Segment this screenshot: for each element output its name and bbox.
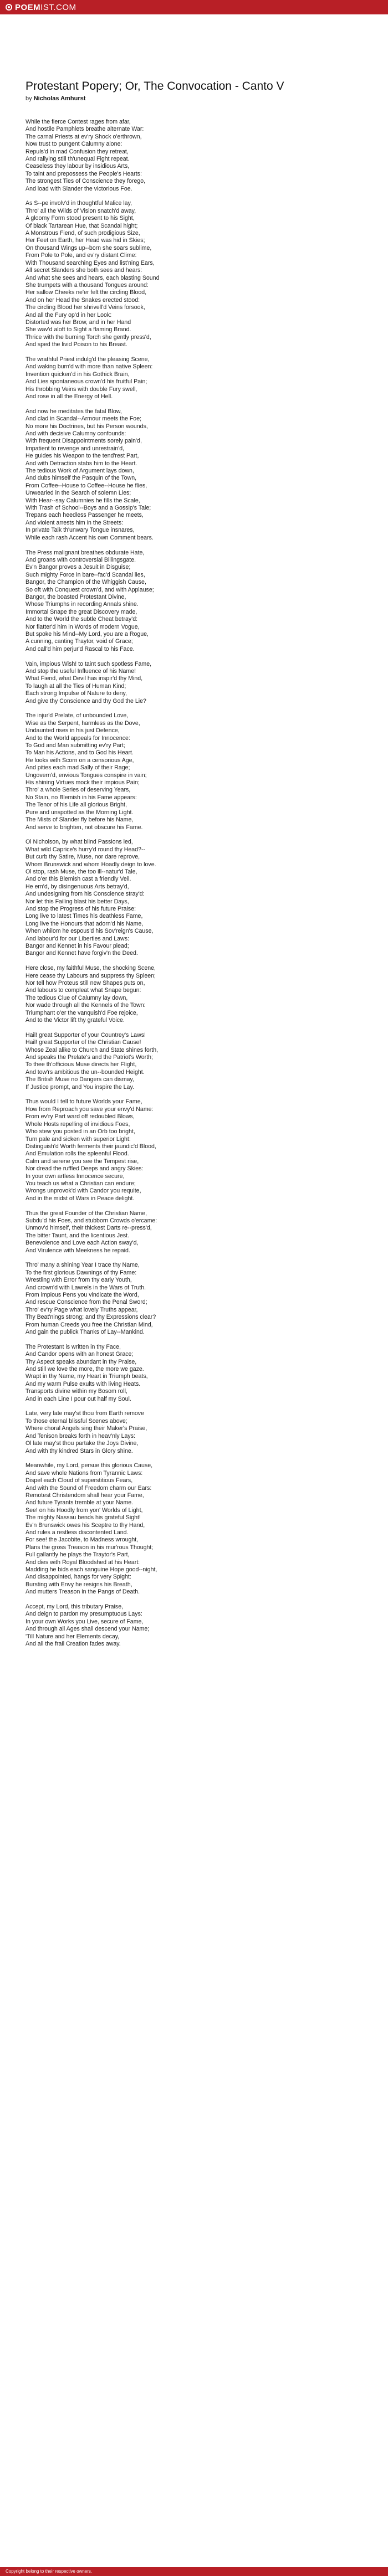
poem-line: A cunning, canting Traytor, void of Grace; [25, 638, 133, 645]
poem-line: Thro' a whole Series of deserving Years, [25, 786, 131, 794]
stanza [25, 356, 363, 400]
poem-line: And stop the Progress of his future Praise: [25, 905, 136, 912]
poem-line: In your own artless Innocence secure, [25, 1173, 125, 1180]
poem-line: Unwearied in the Search of solemn Lies; [25, 490, 131, 497]
poem-line: And serve to brighten, not obscure his Fame. [25, 824, 143, 831]
poem-line: Who stew you posted in an Orb too bright, [25, 1128, 135, 1135]
poem-line: No more his Doctrines, but his Person wounds, [25, 423, 148, 430]
poem-line: His shining Virtues mock their impious Pain; [25, 779, 140, 786]
poem-line: The bitter Taunt, and the licentious Jest. [25, 1232, 130, 1239]
author-name[interactable]: Nicholas Amhurst [33, 95, 86, 102]
poem-line: And dies with Royal Bloodshed at his Heart: [25, 1559, 140, 1566]
poem-line: And still we love the more, the more we gaze. [25, 1366, 144, 1373]
poem-line: The Mists of Slander fly before his Name, [25, 816, 134, 824]
poem-line: And rules a restless discontented Land. [25, 1529, 129, 1536]
poem-line: And all the Fury op'd in her Look: [25, 311, 112, 318]
poem-line: Here close, my faithful Muse, the shocking Scene, [25, 965, 156, 972]
poem-line: Vain, impious Wish! to taint such spotless Fame, [25, 660, 152, 667]
poem-line: Long live the Honours that adorn'd his Name, [25, 920, 144, 927]
poem-line: With frequent Disappointments sorely pain'd, [25, 438, 142, 445]
poem-line: To those eternal blissful Scenes above; [25, 1417, 127, 1425]
poem-line: Full gallantly he plays the Traytor's Part, [25, 1551, 130, 1559]
poem-line: And crown'd with Lawrels in the Wars of Truth. [25, 1284, 146, 1291]
poem-line: Wrongs unprovok'd with Candor you requite, [25, 1187, 141, 1195]
stanza [25, 1262, 363, 1336]
stanza [25, 661, 363, 705]
poem-line: Immortal Snape the great Discovery made, [25, 608, 137, 615]
poem-line: The wrathful Priest indulg'd the pleasing Scene, [25, 356, 150, 363]
poem-line: Accept, my Lord, this tributary Praise, [25, 1603, 124, 1610]
poem-line: He looks with Scorn on a censorious Age, [25, 757, 134, 764]
poem-line: But curb thy Satire, Muse, nor dare reprove, [25, 853, 140, 861]
poem-line: The tedious Work of Argument lays down, [25, 467, 134, 475]
poem-line: And all the frail Creation fades away. [25, 1641, 121, 1648]
poem-line: What Fiend, what Devil has inspir'd thy Mind, [25, 675, 143, 682]
poem-line: From impious Pens you vindicate the Word, [25, 1292, 139, 1298]
poem-line: Nor wade through all the Kennels of the Town: [25, 1002, 146, 1009]
poem-line: And undesigning from his Conscience stray'd: [25, 891, 145, 898]
poem-line: Here cease thy Labours and suppress thy Spleen; [25, 972, 156, 979]
poem-line: And call'd him perjur'd Rascal to his Face. [25, 645, 135, 652]
poem-line: Bangor, the boasted Protestant Divine, [25, 593, 126, 600]
poem-line: The circling Blood her shrivell'd Veins forsook, [25, 304, 145, 311]
poem-line: All secret Slanders she both sees and hears: [25, 267, 142, 274]
byline-prefix: by [25, 95, 32, 102]
poem-line: Ceaseless they labour by insidious Arts, [25, 163, 130, 170]
poem-line: She wav'd aloft to Sight a flaming Brand. [25, 326, 131, 333]
poem-line: The Press malignant breathes obdurate Hate, [25, 549, 145, 556]
poem-line: Bangor, the Champion of the Whiggish Cause, [25, 579, 146, 586]
poem-line: And violent arrests him in the Streets: [25, 519, 124, 526]
poem-line: Triumphant o'er the vanquish'd Foe rejoice, [25, 1009, 138, 1016]
poem-line: A Monstrous Fiend, of such prodigious Size, [25, 230, 140, 237]
poem-content [0, 14, 388, 1648]
poem-line: Bursting with Envy he resigns his Breath, [25, 1581, 132, 1588]
poem-line: How from Reproach you save your envy'd Name: [25, 1106, 154, 1113]
poem-line: And deign to pardon my presumptuous Lays: [25, 1611, 142, 1618]
poem-line: From Pole to Pole, and ev'ry distant Clime: [25, 252, 137, 259]
stanza [25, 1210, 363, 1254]
poem-line: And clad in Scandal--Armour meets the Foe; [25, 415, 142, 423]
poem-line: Repuls'd in mad Confusion they retreat, [25, 148, 129, 155]
poem-line: While the fierce Contest rages from afar, [25, 119, 131, 125]
poem-line: And pities each mad Sally of their Rage; [25, 764, 130, 772]
poem-line: Bangor and Kennet have forgiv'n the Deed. [25, 950, 138, 957]
poem-line: To God and Man submitting ev'ry Part; [25, 742, 125, 749]
poem-line: To thee th'officious Muse directs her Flight, [25, 1061, 137, 1068]
poem-line: He guides his Weapon to the tend'rest Part, [25, 453, 139, 460]
poem-line: Dispel each Cloud of superstitious Fears, [25, 1477, 133, 1484]
poem-line: And rose in all the Energy of Hell. [25, 393, 113, 400]
poem-line: And rallying still th'unequal Fight repeat. [25, 156, 130, 163]
logo-circle-icon [6, 4, 12, 11]
poem-line: Thrice with the burning Torch she gently press'd, [25, 333, 151, 341]
poem-line: And Lies spontaneous crown'd his fruitful Pain; [25, 378, 147, 385]
stanza [25, 1344, 363, 1403]
stanza [25, 1603, 363, 1648]
poem-line: With Hear--say Calumnies he fills the Scale, [25, 497, 140, 504]
poem-line: From Coffee--House to Coffee--House he flies, [25, 482, 147, 489]
poem-line: And with thy kindred Stars in Glory shine. [25, 1447, 133, 1454]
poem-line: And in the midst of Wars in Peace delight. [25, 1195, 135, 1202]
poem-line: Of black Tartarean Hue, that Scandal hight; [25, 222, 138, 229]
poem-line: And to the World appeals for Innocence: [25, 734, 130, 742]
poem-line: Her sallow Cheeks ne'er felt the circling Blood, [25, 289, 147, 296]
poem-line: Thro' all the Wilds of Vision snatch'd away, [25, 207, 136, 214]
poem-line: What wild Caprice's hurry'd round thy Head?-- [25, 846, 146, 853]
poem-line: His throbbing Veins with double Fury swell, [25, 385, 137, 393]
stanza [25, 1410, 363, 1454]
poem-line: Impatient to revenge and unrestrain'd, [25, 445, 125, 452]
poem-line: And labours to compleat what Snape begun: [25, 987, 141, 994]
poem-line: No Stain, no Blemish in his Fame appears: [25, 794, 137, 801]
poem-line: And mutters Treason in the Pangs of Death. [25, 1588, 140, 1596]
stanza [25, 839, 363, 958]
poem-line: Unmov'd himself, their thickest Darts re--press'd, [25, 1225, 152, 1232]
poem-line: As S--pe involv'd in thoughtful Malice lay, [25, 200, 132, 207]
poem-line: Whole Hosts repelling of invidious Foes, [25, 1120, 130, 1128]
poem-line: To Man his Actions, and to God his Heart. [25, 749, 134, 757]
poem-line: And gain the publick Thanks of Lay--Mankind. [25, 1329, 145, 1336]
poem-line: To the first glorious Dawnings of thy Fame: [25, 1269, 137, 1276]
poem-line: And dubs himself the Pasquin of the Town, [25, 475, 137, 482]
poem-line: And save whole Nations from Tyrannic Laws: [25, 1469, 143, 1477]
poem-line: And Emulation rolls the spleenful Flood. [25, 1150, 129, 1158]
poem-line: Thro' ev'ry Page what lovely Truths appear, [25, 1306, 138, 1313]
poem-line: The mighty Nassau bends his grateful Sight! [25, 1514, 141, 1521]
poem-line: With Thousand searching Eyes and list'ning Ears, [25, 259, 155, 266]
poem-line: Turn pale and sicken with superior Light: [25, 1135, 131, 1143]
poem-line: And stop the useful Influence of his Name! [25, 667, 136, 675]
poem-line: And now he meditates the fatal Blow, [25, 408, 122, 415]
poem-line: Late, very late may'st thou from Earth remove [25, 1410, 144, 1417]
poem-line: And with the Sound of Freedom charm our Ears: [25, 1484, 152, 1492]
poem-line: Whose Triumphs in recording Annals shine. [25, 601, 139, 608]
poem-line: And tow'rs ambitious the un--bounded Height. [25, 1068, 145, 1076]
poem-line: On thousand Wings up--born she soars sublime, [25, 244, 152, 251]
poem-line: And groans with controversial Billingsgate. [25, 556, 136, 563]
poem-line: And give thy Conscience and thy God the Lie? [25, 697, 146, 705]
poem-line: The British Muse no Dangers can dismay, [25, 1076, 134, 1083]
poem-line: To taint and prepossess the People's Hearts: [25, 170, 142, 177]
poem-line: And disappointed, hangs for very Spight: [25, 1574, 131, 1581]
poem-line: Her Feet on Earth, her Head was hid in Skies; [25, 237, 145, 244]
poem-line: Benevolence and Love each Action sway'd, [25, 1240, 139, 1247]
poem-line: You teach us what a Christian can endure; [25, 1180, 136, 1187]
poem-line: Now trust to pungent Calumny alone: [25, 141, 122, 148]
poem-line: She trumpets with a thousand Tongues around: [25, 281, 149, 289]
poem-line: Wrapt in thy Name, my Heart in Triumph beats, [25, 1373, 148, 1380]
poem-line: Nor flatter'd him in Words of modern Vogue, [25, 623, 140, 630]
poem-title: Protestant Popery; Or, The Convocation - Canto V [25, 80, 284, 92]
logo-text-a: POEM [15, 2, 41, 12]
poem-line: The Tenor of his Life all glorious Bright, [25, 801, 127, 809]
poem-line: And labour'd for our Liberties and Laws: [25, 935, 129, 942]
poem-line: And to the World the subtle Cheat betray'd: [25, 616, 138, 623]
stanza [25, 549, 363, 654]
poem-line: Thro' many a shining Year I trace thy Name, [25, 1262, 140, 1269]
poem-line: From human Creeds you free the Christian Mind, [25, 1321, 153, 1328]
poem-line: Ol late may'st thou partake the Joys Divine, [25, 1440, 139, 1447]
poem-line: Nor let this Failing blast his better Days, [25, 898, 129, 905]
poem-line: And sped the livid Poison to his Breast. [25, 341, 127, 348]
poem-line: Wrestling with Error from thy early Youth, [25, 1277, 132, 1284]
logo-text-b: IST.COM [40, 2, 76, 12]
poem-body [25, 119, 363, 1648]
poem-line: Ungovern'd, envious Tongues conspire in vain; [25, 772, 147, 779]
poem-line: The Protestant is written in thy Face, [25, 1343, 121, 1350]
stanza [25, 1032, 363, 1091]
poem-line: Invention quicken'd in his Gothick Brain, [25, 371, 130, 378]
poem-line: Ev'n Bangor proves a Jesuit in Disguise; [25, 564, 131, 571]
poem-line: While each rash Accent his own Comment bears. [25, 534, 154, 541]
poem-line: Remotest Christendom shall hear your Fame, [25, 1492, 144, 1499]
poem-line: Undaunted rises in his just Defence, [25, 727, 120, 734]
poem-line: Nor dread the ruffled Deeps and angry Skies: [25, 1165, 144, 1173]
poem-line: And Virulence with Meekness he repaid. [25, 1247, 130, 1254]
stanza [25, 408, 363, 542]
poem-line: See! on his Hoodly from yon' Worlds of Light, [25, 1506, 143, 1514]
poem-line: Madding he bids each sanguine Hope good--night, [25, 1566, 157, 1573]
poem-line: From ev'ry Part ward off redoubled Blows, [25, 1113, 135, 1120]
poem-line: If Justice prompt, and You inspire the Lay. [25, 1083, 134, 1091]
poem-line: Calm and serene you see the Tempest rise, [25, 1158, 139, 1165]
byline [25, 95, 363, 102]
stanza [25, 200, 363, 348]
poem-line: Ev'n Brunswick owes his Sceptre to thy Hand, [25, 1521, 145, 1529]
poem-line: The carnal Priests at ev'ry Shock o'erthrown, [25, 133, 142, 140]
poem-line: Each strong Impulse of Nature to deny, [25, 690, 127, 697]
poem-line: Nor tell how Proteus still new Shapes puts on, [25, 980, 145, 986]
poem-line: Transports divine within my Bosom roll, [25, 1388, 127, 1395]
copyright-text: Copyright belong to their respective owners. [6, 2569, 93, 2574]
poem-line: Distorted was her Brow, and in her Hand [25, 318, 131, 326]
poem-line: Thus the great Founder of the Christian Name, [25, 1210, 147, 1217]
poem-line: The tedious Clue of Calumny lay down, [25, 994, 128, 1001]
poem-line: And speaks the Prelate's and the Patriot's Worth; [25, 1054, 153, 1061]
poem-line: And future Tyrants tremble at your Name. [25, 1499, 134, 1506]
poem-line: Hail! great Supporter of the Christian Cause! [25, 1039, 141, 1046]
poem-line: And what she sees and hears, each blasting Sound [25, 274, 160, 281]
poem-line: Plans the gross Treason in his mur'rous Thought; [25, 1544, 154, 1551]
header-bar [0, 0, 388, 14]
poem-line: Such mighty Force in bare--fac'd Scandal lies, [25, 571, 145, 578]
poem-line: Distinguish'd Worth ferments their jaundic'd Blood, [25, 1143, 156, 1150]
poem-line: And hostile Pamphlets breathe alternate War: [25, 126, 144, 133]
stanza [25, 119, 363, 193]
poem-line: And through all Ages shall descend your Name; [25, 1626, 150, 1633]
poem-line: And with decisive Calumny confounds: [25, 430, 126, 438]
poem-line: Whose Zeal alike to Church and State shines forth, [25, 1046, 159, 1053]
stanza [25, 1462, 363, 1596]
poem-line: Thus would I tell to future Worlds your Fame, [25, 1098, 142, 1106]
site-logo[interactable] [6, 3, 76, 12]
poem-line: And my warm Pulse exults with living Heats. [25, 1380, 141, 1387]
poem-line: And load with Slander the victorious Foe. [25, 185, 132, 192]
poem-line: Subdu'd his Foes, and stubborn Crowds o'ercame: [25, 1217, 157, 1224]
poem-line: But spoke his Mind--My Lord, you are a Rogue, [25, 630, 149, 637]
poem-line: Hail! great Supporter of your Countrey's Laws! [25, 1031, 146, 1038]
poem-line: The strongest Ties of Conscience they forego, [25, 178, 146, 185]
poem-line: And with Detraction stabs him to the Heart. [25, 460, 137, 467]
poem-line: Wise as the Serpent, harmless as the Dove, [25, 719, 140, 727]
poem-line: Thy Aspect speaks abundant in thy Praise, [25, 1358, 137, 1365]
poem-line: In your own Works you Live, secure of Fame, [25, 1618, 144, 1625]
poem-line: In private Talk th'unwary Tongue insnares, [25, 527, 135, 534]
poem-line: And rescue Conscience from the Penal Sword; [25, 1299, 147, 1306]
poem-line: And o'er this Blemish cast a friendly Veil. [25, 876, 131, 883]
poem-line: And to the Victor lift thy grateful Voice. [25, 1017, 125, 1024]
poem-line: Meanwhile, my Lord, persue this glorious Cause, [25, 1462, 153, 1469]
poem-line: Whom Brunswick and whom Hoadly deign to love. [25, 861, 156, 868]
poem-line: Ol stop, rash Muse, the too ill--natur'd Tale, [25, 868, 137, 875]
poem-line: And waking burn'd with more than native Spleen: [25, 363, 153, 371]
poem-line: When whilom he espous'd his Sov'reign's Cause, [25, 928, 154, 935]
footer-bar [0, 2567, 388, 2576]
poem-line: The injur'd Prelate, of unbounded Love, [25, 712, 129, 719]
stanza [25, 1098, 363, 1202]
poem-line: For see! the Jacobite, to Madness wrought, [25, 1536, 139, 1544]
stanza [25, 965, 363, 1024]
poem-line: 'Till Nature and her Elements decay, [25, 1633, 120, 1640]
stanza [25, 712, 363, 831]
poem-line: Bangor and Kennet in his Favour plead; [25, 942, 129, 949]
poem-line: And on her Head the Snakes erected stood: [25, 296, 140, 304]
poem-line: Long live to latest Times his deathless Fame, [25, 913, 143, 920]
poem-line: Trepans each heedless Passenger he meets, [25, 512, 144, 519]
poem-line: So oft with Conquest crown'd, and with Applause; [25, 586, 154, 593]
poem-line: A gloomy Form stood present to his Sight, [25, 215, 135, 222]
poem-line: Ol Nicholson, by what blind Passions led, [25, 839, 133, 846]
poem-line: He ern'd, by disingenuous Arts betray'd, [25, 883, 129, 890]
poem-line: And Tenison breaks forth in heav'nly Lays: [25, 1432, 135, 1439]
poem-line: Where choral Angels sing their Maker's Praise, [25, 1425, 147, 1432]
poem-line: Thy Beat'nings strong; and thy Expressions clear? [25, 1314, 156, 1321]
poem-line: With Trash of School--Boys and a Gossip's Tale; [25, 505, 151, 512]
poem-line: To laugh at all the Ties of Human Kind; [25, 682, 126, 690]
poem-line: And Candor opens with an honest Grace; [25, 1351, 134, 1358]
poem-line: Pure and unspotted as the Morning Light. [25, 809, 134, 816]
poem-line: And in each Line I pour out half my Soul. [25, 1395, 131, 1402]
